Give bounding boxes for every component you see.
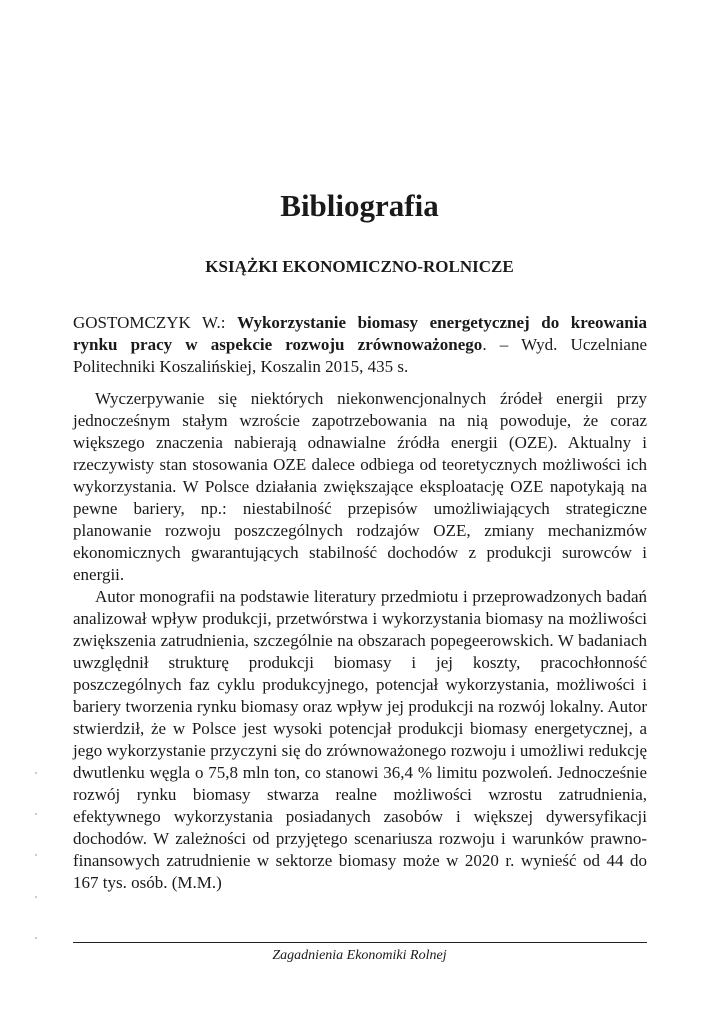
section-heading: KSIĄŻKI EKONOMICZNO-ROLNICZE — [205, 257, 514, 276]
book-citation — [73, 312, 647, 378]
citation-publisher: . – Wyd. Uczelniane Politechniki Koszalińskiej, Koszalin 2015, 435 s. — [73, 335, 648, 376]
margin-mark — [35, 772, 37, 774]
citation-book-title: Wykorzystanie biomasy energetycznej do kreowania rynku pracy w aspekcie rozwoju zrównoważonego — [73, 313, 647, 354]
margin-mark — [35, 896, 37, 898]
footer-divider — [73, 942, 647, 943]
margin-mark — [35, 813, 37, 815]
citation-author: GOSTOMCZYK W.: — [73, 313, 238, 332]
page-title: Bibliografia — [280, 188, 439, 223]
review-paragraph-1: Wyczerpywanie się niektórych niekonwencjonalnych źródeł energii przy jednocześnym stałym wzroście zapotrzebowania na nią powoduje, że coraz większego znaczenia nabierają odnawialne źródła energii (OZE). Aktualny i rzeczywisty stan stosowania OZE dalece odbiega od teoretycznych możliwości ich wykorzystania. W Polsce działania zwiększające eksploatację OZE napotykają na pewne bariery, np.: niestabilność przepisów umożliwiających strategiczne planowanie rozwoju poszczególnych rodzajów OZE, zmiany mechanizmów ekonomicznych gwarantujących stabilność dochodów z produkcji surowców i energii. — [73, 389, 647, 584]
margin-mark — [35, 937, 37, 939]
journal-footer: Zagadnienia Ekonomiki Rolnej — [272, 948, 447, 963]
margin-mark — [35, 854, 37, 856]
review-paragraph-2: Autor monografii na podstawie literatury przedmiotu i przeprowadzonych badań analizował wpływ produkcji, przetwórstwa i wykorzystania biomasy na możliwości zwiększenia zatrudnienia, szczególnie na obszarach popegeerowskich. W badaniach uwzględnił strukturę produkcji biomasy i jej koszty, pracochłonność poszczególnych faz cyklu produkcyjnego, potencjał wykorzystania, możliwości i bariery tworzenia rynku biomasy oraz wpływ jej produkcji na rozwój lokalny. Autor stwierdził, że w Polsce jest wysoki potencjał produkcji biomasy energetycznej, a jego wykorzystanie przyczyni się do zrównoważonego rozwoju i umożliwi redukcję dwutlenku węgla o 75,8 mln ton, co stanowi 36,4 % limitu pozwoleń. Jednocześnie rozwój rynku biomasy stwarza realne możliwości wzrostu zatrudnienia, efektywnego wykorzystania posiadanych zasobów i większej dywersyfikacji dochodów. W zależności od przyjętego scenariusza rozwoju i warunków prawno-finansowych zatrudnienie w sektorze biomasy może w 2020 r. wynieść od 44 do 167 tys. osób. (M.M.) — [73, 587, 647, 892]
review-body — [73, 388, 647, 894]
